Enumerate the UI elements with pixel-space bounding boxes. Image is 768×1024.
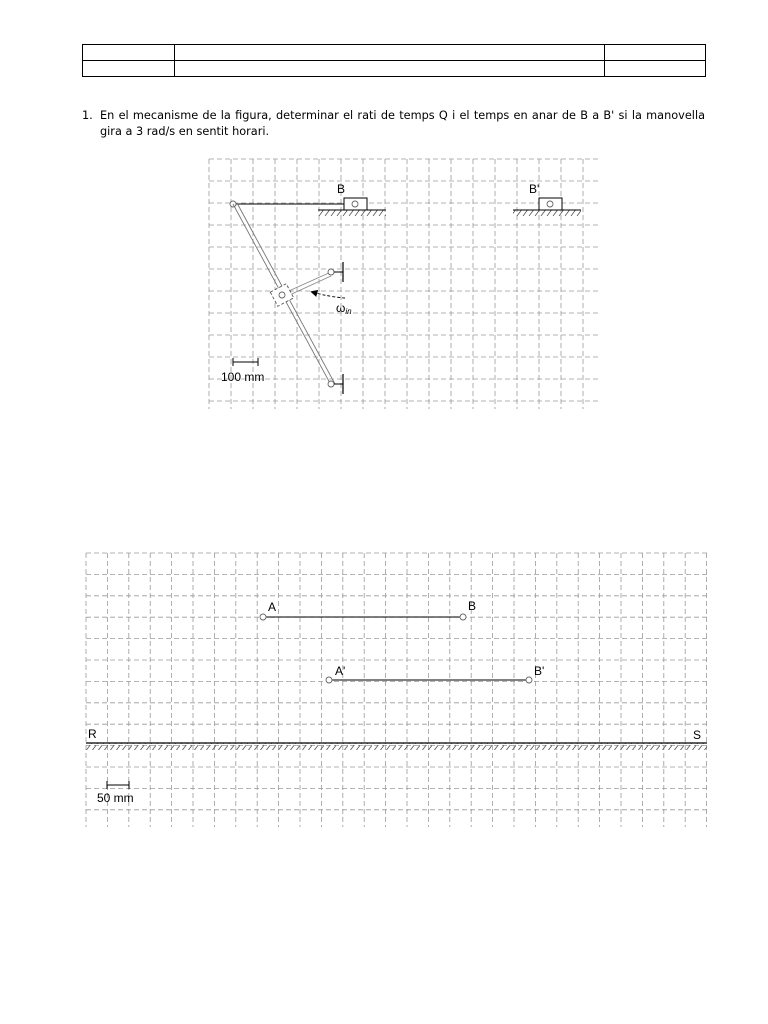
point-b <box>460 614 466 620</box>
label-s: S <box>693 728 702 742</box>
ground-hatch <box>86 743 707 750</box>
scale-bar-50mm <box>107 781 129 789</box>
omega-label: ωin <box>336 301 352 316</box>
label-b: B <box>468 599 477 613</box>
label-a-prime: A' <box>335 664 346 678</box>
crank-joint <box>279 292 285 298</box>
point-a <box>260 614 266 620</box>
grid-figure-1 <box>209 159 599 409</box>
label-a: A <box>268 600 277 614</box>
slider-b-prime <box>513 198 581 216</box>
figure-1 <box>209 159 599 409</box>
slider-b <box>318 198 386 216</box>
scale-bar-100mm <box>233 358 258 366</box>
grid-figure-2 <box>86 553 707 827</box>
label-b-prime: B' <box>529 182 540 196</box>
problem-text: En el mecanisme de la figura, determinar el rati de temps Q i el temps en anar de B a B' si la manovella gira a 3 rad/s en sentit horari. <box>100 109 705 138</box>
label-b: B <box>337 182 346 196</box>
label-r: R <box>88 727 97 741</box>
omega-arrow <box>312 292 345 298</box>
label-b-prime: B' <box>534 664 545 678</box>
point-b-prime <box>526 677 532 683</box>
problem-number: 1. <box>82 109 93 122</box>
figure-2 <box>86 553 707 827</box>
point-a-prime <box>326 677 332 683</box>
scale-label: 50 mm <box>97 791 134 805</box>
scale-label: 100 mm <box>221 370 265 384</box>
